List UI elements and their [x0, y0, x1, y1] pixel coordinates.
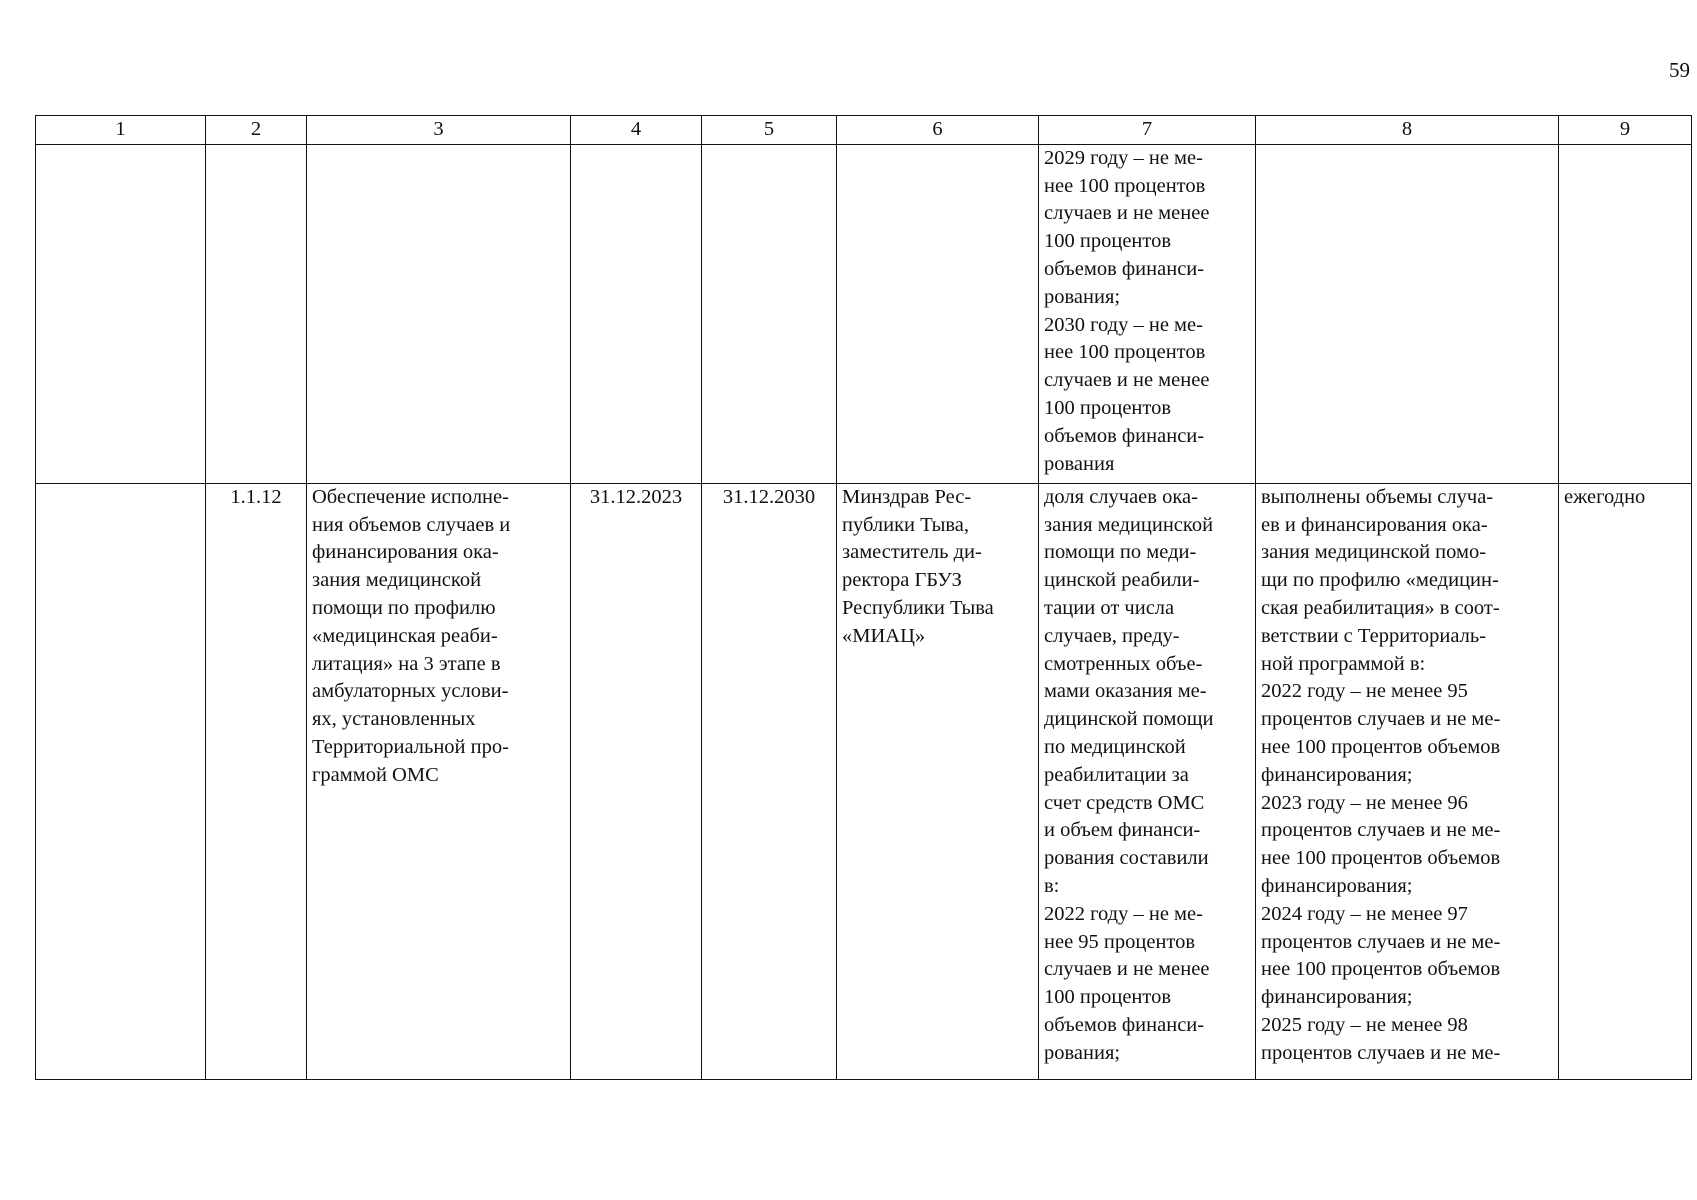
text-line: реабилитации за [1044, 763, 1189, 786]
text-line: 2030 году – не ме- [1044, 313, 1203, 336]
text-line: выполнены объемы случа- [1261, 485, 1494, 508]
item-name-cell [307, 483, 571, 1079]
text-line: ях, установленных [312, 708, 476, 731]
text-line: ной программой в: [1261, 652, 1426, 675]
text-line: финансирования; [1261, 763, 1413, 786]
text-line: рования составили [1044, 847, 1209, 870]
start-date: 31.12.2023 [571, 483, 702, 1079]
text-line: «МИАЦ» [842, 624, 926, 647]
text-line: случаев и не менее [1044, 369, 1210, 392]
text-line: нее 95 процентов [1044, 930, 1196, 953]
cell-empty [702, 144, 837, 483]
cell-empty [1559, 144, 1692, 483]
text-line: цинской реабили- [1044, 569, 1200, 592]
cell-empty [206, 144, 307, 483]
text-line: объемов финанси- [1044, 1013, 1205, 1036]
text-line: помощи по меди- [1044, 541, 1197, 564]
text-line: доля случаев ока- [1044, 485, 1198, 508]
text-line: 2024 году – не менее 97 [1261, 902, 1468, 925]
header-col-3: 3 [307, 116, 571, 145]
cell-empty [837, 144, 1039, 483]
text-line: дицинской помощи [1044, 708, 1214, 731]
text-line: объемов финанси- [1044, 257, 1205, 280]
text-line: 2023 году – не менее 96 [1261, 791, 1468, 814]
header-col-9: 9 [1559, 116, 1692, 145]
header-col-6: 6 [837, 116, 1039, 145]
measures-table [35, 115, 1692, 1080]
result-cell [1256, 483, 1559, 1079]
text-line: нее 100 процентов объемов [1261, 735, 1501, 758]
text-line: публики Тыва, [842, 513, 970, 536]
responsible-cell [837, 483, 1039, 1079]
cell-empty [36, 144, 206, 483]
text-line: ская реабилитация» в соот- [1261, 596, 1500, 619]
header-col-7: 7 [1039, 116, 1256, 145]
indicator-cell [1039, 483, 1256, 1079]
text-line: заместитель ди- [842, 541, 982, 564]
text-line: случаев и не менее [1044, 202, 1210, 225]
text-line: 2022 году – не менее 95 [1261, 680, 1468, 703]
text-line: по медицинской [1044, 735, 1186, 758]
text-line: 100 процентов [1044, 230, 1172, 253]
text-line: нее 100 процентов [1044, 174, 1206, 197]
text-line: рования [1044, 452, 1115, 475]
text-line: нее 100 процентов объемов [1261, 847, 1501, 870]
text-line: помощи по профилю [312, 596, 496, 619]
text-line: смотренных объе- [1044, 652, 1203, 675]
cell-empty [36, 483, 206, 1079]
continuation-row [36, 144, 1692, 483]
cell-empty [571, 144, 702, 483]
text-line: счет средств ОМС [1044, 791, 1205, 814]
item-number: 1.1.12 [206, 483, 307, 1079]
text-line: 2022 году – не ме- [1044, 902, 1203, 925]
text-line: ректора ГБУЗ [842, 569, 962, 592]
text-line: 2029 году – не ме- [1044, 146, 1203, 169]
text-line: финансирования; [1261, 986, 1413, 1009]
text-line: процентов случаев и не ме- [1261, 1041, 1501, 1064]
text-line: процентов случаев и не ме- [1261, 708, 1501, 731]
page-number: 59 [1669, 58, 1690, 82]
text-line: процентов случаев и не ме- [1261, 930, 1501, 953]
text-line: рования; [1044, 285, 1121, 308]
text-line: объемов финанси- [1044, 424, 1205, 447]
frequency: ежегодно [1559, 483, 1692, 1079]
text-line: финансирования ока- [312, 541, 499, 564]
text-line: 2025 году – не менее 98 [1261, 1013, 1468, 1036]
text-line: ев и финансирования ока- [1261, 513, 1488, 536]
text-line: и объем финанси- [1044, 819, 1201, 842]
text-line: 100 процентов [1044, 986, 1172, 1009]
text-line: зания медицинской [1044, 513, 1214, 536]
header-col-2: 2 [206, 116, 307, 145]
text-line: тации от числа [1044, 596, 1175, 619]
text-line: «медицинская реаби- [312, 624, 498, 647]
text-line: финансирования; [1261, 874, 1413, 897]
text-line: Обеспечение исполне- [312, 485, 509, 508]
text-line: мами оказания ме- [1044, 680, 1207, 703]
end-date: 31.12.2030 [702, 483, 837, 1079]
continuation-indicator-cell [1039, 144, 1256, 483]
header-row [36, 116, 1692, 145]
text-line: рования; [1044, 1041, 1121, 1064]
text-line: Республики Тыва [842, 596, 994, 619]
text-line: щи по профилю «медицин- [1261, 569, 1499, 592]
text-line: нее 100 процентов [1044, 341, 1206, 364]
text-line: случаев, преду- [1044, 624, 1180, 647]
text-line: литация» на 3 этапе в [312, 652, 501, 675]
text-line: процентов случаев и не ме- [1261, 819, 1501, 842]
text-line: зания медицинской помо- [1261, 541, 1487, 564]
text-line: ветствии с Территориаль- [1261, 624, 1487, 647]
text-line: Минздрав Рес- [842, 485, 972, 508]
cell-empty [1256, 144, 1559, 483]
header-col-8: 8 [1256, 116, 1559, 145]
text-line: Территориальной про- [312, 735, 509, 758]
header-col-5: 5 [702, 116, 837, 145]
text-line: 100 процентов [1044, 396, 1172, 419]
header-col-1: 1 [36, 116, 206, 145]
text-line: в: [1044, 874, 1060, 897]
text-line: ния объемов случаев и [312, 513, 511, 536]
text-line: нее 100 процентов объемов [1261, 958, 1501, 981]
cell-empty [307, 144, 571, 483]
text-line: зания медицинской [312, 569, 482, 592]
item-row [36, 483, 1692, 1079]
text-line: случаев и не менее [1044, 958, 1210, 981]
text-line: граммой ОМС [312, 763, 439, 786]
text-line: амбулаторных услови- [312, 680, 509, 703]
header-col-4: 4 [571, 116, 702, 145]
